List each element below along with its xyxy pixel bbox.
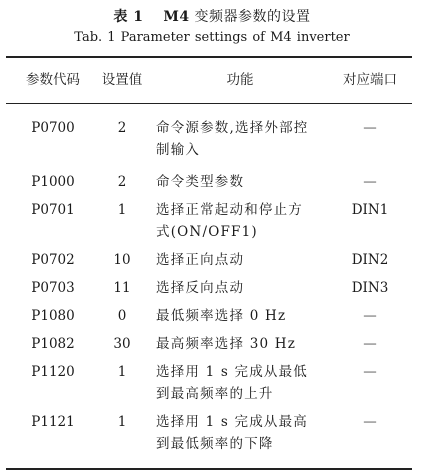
function-cell-line: 选择反向点动 [156,280,245,296]
setting-value-cell: 30 [113,336,131,352]
table-bottom-rule [6,468,412,470]
table-header-row [0,70,424,90]
port-cell: DIN3 [351,280,389,296]
param-code-cell: P0700 [31,120,75,136]
param-code-cell: P1121 [31,414,75,430]
function-cell-line: 选择正常起动和停止方 [156,202,303,218]
table-caption-chinese [0,8,424,26]
header-function: 功能 [226,72,254,88]
function-cell-line: 选择用 1 s 完成从最高 [156,414,308,430]
table-top-rule [6,56,412,58]
table-title-text: 变频器参数的设置 [189,9,311,25]
table-caption-english: Tab. 1 Parameter settings of M4 inverter [74,30,350,45]
header-port: 对应端口 [343,72,397,88]
function-cell-line: 命令类型参数 [156,174,245,190]
table-header-rule [6,103,412,104]
port-cell: DIN2 [351,252,389,268]
setting-value-cell: 11 [113,280,131,296]
header-setting-value: 设置值 [101,72,143,88]
function-cell-line: 最高频率选择 30 Hz [156,336,297,352]
setting-value-cell: 2 [117,120,127,136]
port-cell: — [363,120,377,136]
port-cell: DIN1 [351,202,389,218]
function-cell-line: 命令源参数,选择外部控 [156,120,309,136]
param-code-cell: P0701 [31,202,75,218]
port-cell: — [363,308,377,324]
param-code-cell: P1120 [31,364,75,380]
function-cell-line: 最低频率选择 0 Hz [156,308,287,324]
setting-value-cell: 1 [117,414,127,430]
header-param-code: 参数代码 [26,72,80,88]
function-cell-line: 制输入 [156,142,201,158]
table-title-model: M4 [163,9,190,25]
setting-value-cell: 2 [117,174,127,190]
param-code-cell: P1080 [31,308,75,324]
function-cell-line: 到最低频率的下降 [156,436,274,452]
param-code-cell: P0703 [31,280,75,296]
param-code-cell: P0702 [31,252,75,268]
function-cell-line: 选择用 1 s 完成从最低 [156,364,308,380]
function-cell-line: 选择正向点动 [156,252,245,268]
port-cell: — [363,364,377,380]
table-label: 表 1 [113,9,144,25]
setting-value-cell: 1 [117,202,127,218]
setting-value-cell: 1 [117,364,127,380]
port-cell: — [363,336,377,352]
function-cell-line: 式(ON/OFF1) [156,224,258,240]
setting-value-cell: 10 [113,252,131,268]
port-cell: — [363,414,377,430]
port-cell: — [363,174,377,190]
param-code-cell: P1082 [31,336,75,352]
setting-value-cell: 0 [117,308,127,324]
function-cell-line: 到最高频率的上升 [156,386,274,402]
param-code-cell: P1000 [31,174,75,190]
